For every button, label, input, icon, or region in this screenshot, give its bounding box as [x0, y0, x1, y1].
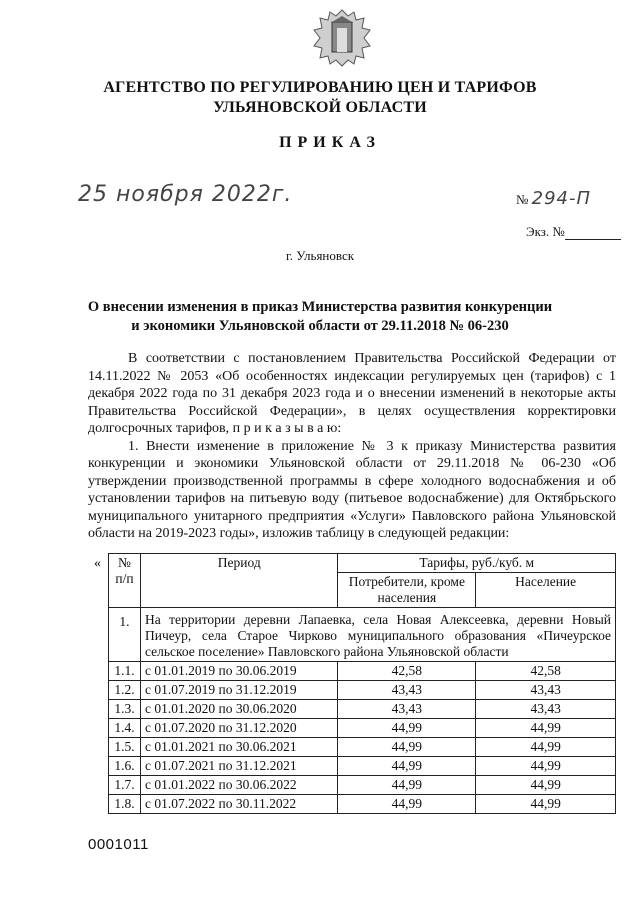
row-population: 43,43 [476, 681, 616, 700]
header-num: № п/п [109, 554, 141, 608]
agency-name-line1: АГЕНТСТВО ПО РЕГУЛИРОВАНИЮ ЦЕН И ТАРИФОВ [103, 79, 537, 96]
row-population: 44,99 [476, 757, 616, 776]
row-period: с 01.07.2022 по 30.11.2022 [140, 795, 337, 814]
table-row [109, 757, 616, 776]
order-title-line1: О внесении изменения в приказ Министерства развития конкуренции [87, 299, 553, 315]
clause-1-paragraph: 1. Внести изменение в приложение № 3 к приказу Министерства развития конкуренции и экономики Ульяновской области от 29.11.2018 № 06-230 «Об утверждении производственной программы в сфере холодного водоснабжения и об установлении тарифов на питьевую воду (питьевое водоснабжение) для Октябрьского муниципального унитарного предприятия «Услуги» Павловского района Ульяновской области на 2019-2023 годы», изложив таблицу в следующей редакции: [88, 438, 616, 541]
row-consumers: 44,99 [338, 738, 476, 757]
row-population: 44,99 [476, 795, 616, 814]
row-population: 44,99 [476, 719, 616, 738]
copy-number-line [565, 227, 621, 240]
table-row [109, 719, 616, 738]
preamble-paragraph: В соответствии с постановлением Правительства Российской Федерации от 14.11.2022 № 2053 «Об особенностях индексации регулируемых цен (тарифов) с 1 декабря 2022 года по 31 декабря 2023 года и о внесении изменений в некоторые акты Правительства Российской Федерации», в целях осуществления корректировки долгосрочных тарифов, п р и к а з ы в а ю: [88, 351, 616, 436]
table-row [109, 795, 616, 814]
handwritten-number: 294-П [531, 188, 592, 209]
handwritten-date: 25 ноября 2022г. [78, 182, 293, 207]
number-label: № [516, 192, 529, 207]
section-num: 1. [109, 608, 141, 662]
row-consumers: 42,58 [338, 662, 476, 681]
row-population: 42,58 [476, 662, 616, 681]
row-num: 1.7. [109, 776, 141, 795]
section-text: На территории деревни Лапаевка, села Новая Алексеевка, деревни Новый Пичеур, села Старое Чирково муниципального образования «Пичеурское сельское поселение» Павловского района Ульяновской области [140, 608, 615, 662]
document-type: ПРИКАЗ [279, 134, 381, 151]
header-population: Население [476, 573, 616, 608]
table-row [109, 776, 616, 795]
city: г. Ульяновск [285, 248, 355, 263]
agency-name-line2: УЛЬЯНОВСКОЙ ОБЛАСТИ [213, 99, 427, 116]
row-num: 1.6. [109, 757, 141, 776]
row-consumers: 44,99 [338, 776, 476, 795]
row-period: с 01.07.2019 по 31.12.2019 [140, 681, 337, 700]
coat-of-arms-icon [302, 6, 382, 70]
tariff-table [108, 553, 616, 814]
header-consumers: Потребители, кроме населения [338, 573, 476, 608]
row-num: 1.1. [109, 662, 141, 681]
row-consumers: 44,99 [338, 719, 476, 738]
copy-label: Экз. № [526, 224, 565, 239]
document-serial: 0001011 [88, 836, 149, 853]
row-num: 1.4. [109, 719, 141, 738]
table-row [109, 738, 616, 757]
row-population: 44,99 [476, 738, 616, 757]
header-period: Период [140, 554, 337, 608]
row-population: 43,43 [476, 700, 616, 719]
row-period: с 01.07.2021 по 31.12.2021 [140, 757, 337, 776]
order-body [88, 350, 616, 543]
row-consumers: 43,43 [338, 700, 476, 719]
header-tariffs: Тарифы, руб./куб. м [338, 554, 616, 573]
row-period: с 01.01.2021 по 30.06.2021 [140, 738, 337, 757]
table-row [109, 681, 616, 700]
row-consumers: 44,99 [338, 795, 476, 814]
table-row-section [109, 608, 616, 662]
row-num: 1.2. [109, 681, 141, 700]
row-period: с 01.07.2020 по 31.12.2020 [140, 719, 337, 738]
order-title-line2: и экономики Ульяновской области от 29.11.2018 № 06-230 [131, 318, 509, 334]
row-num: 1.3. [109, 700, 141, 719]
table-row [109, 662, 616, 681]
row-consumers: 44,99 [338, 757, 476, 776]
row-period: с 01.01.2020 по 30.06.2020 [140, 700, 337, 719]
table-row [109, 700, 616, 719]
row-period: с 01.01.2022 по 30.06.2022 [140, 776, 337, 795]
table-quote-open: « [94, 556, 101, 571]
row-num: 1.8. [109, 795, 141, 814]
row-consumers: 43,43 [338, 681, 476, 700]
row-num: 1.5. [109, 738, 141, 757]
row-population: 44,99 [476, 776, 616, 795]
row-period: с 01.01.2019 по 30.06.2019 [140, 662, 337, 681]
